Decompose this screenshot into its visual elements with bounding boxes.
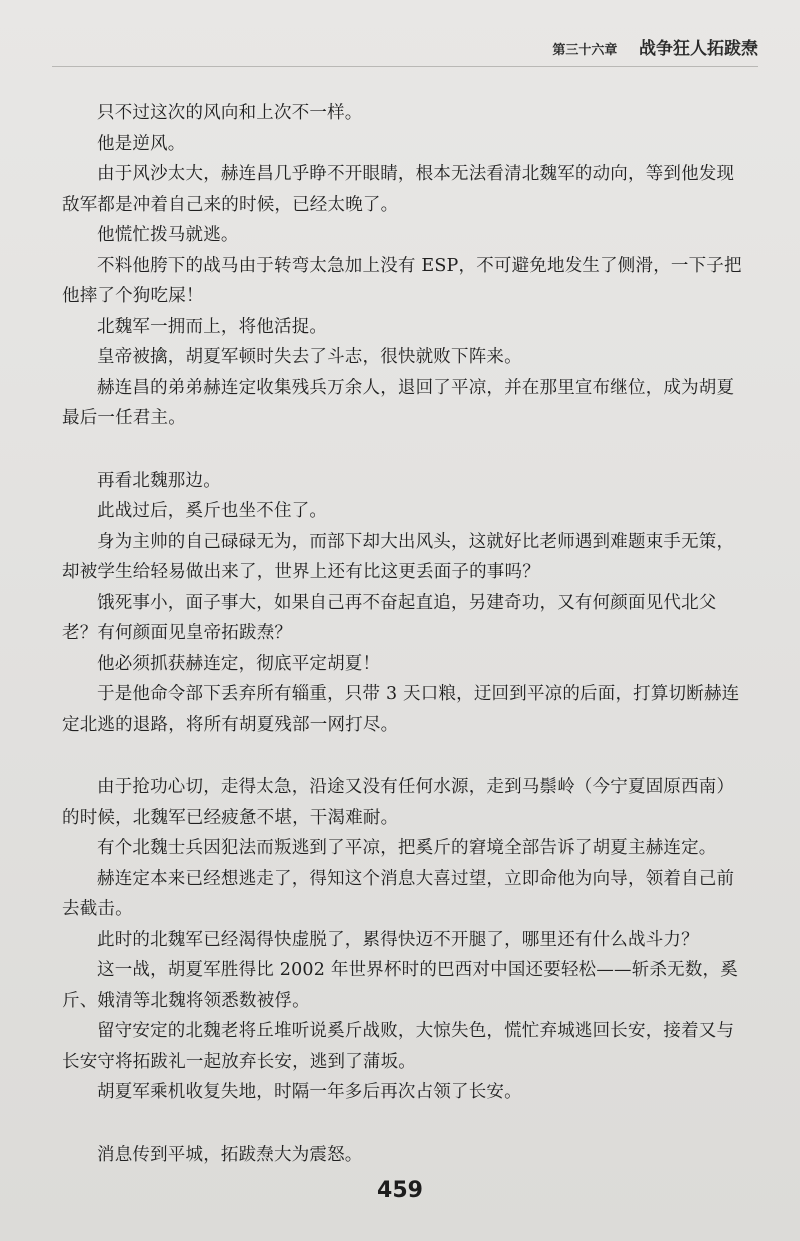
paragraph: 他慌忙拨马就逃。 — [97, 225, 239, 245]
paragraph: 胡夏军乘机收复失地，时隔一年多后再次占领了长安。 — [97, 1082, 522, 1102]
header-divider — [52, 66, 758, 67]
paragraph: 再看北魏那边。 — [97, 470, 221, 491]
paragraph: 消息传到平城，拓跋焘大为震怒。 — [97, 1144, 363, 1165]
paragraph: 赫连昌的弟弟赫连定收集残兵万余人，退回了平凉，并在那里宣布继位，成为胡夏最后一任君主。 — [62, 377, 735, 428]
chapter-title: 战争狂人拓跋焘 — [639, 39, 758, 59]
paragraph: 有个北魏士兵因犯法而叛逃到了平凉，把奚斤的窘境全部告诉了胡夏主赫连定。 — [97, 838, 717, 858]
paragraph: 不料他胯下的战马由于转弯太急加上没有 ESP，不可避免地发生了侧滑，一下子把他摔了个狗吃屎！ — [62, 255, 742, 306]
paragraph: 北魏军一拥而上，将他活捉。 — [97, 316, 328, 337]
paragraph: 只不过这次的风向和上次不一样。 — [97, 103, 363, 123]
paragraph: 此时的北魏军已经渴得快虚脱了，累得快迈不开腿了，哪里还有什么战斗力？ — [97, 929, 699, 950]
paragraph: 由于风沙太大，赫连昌几乎睁不开眼睛，根本无法看清北魏军的动向，等到他发现敌军都是冲着自己来的时候，已经太晚了。 — [62, 164, 735, 215]
paragraph: 身为主帅的自己碌碌无为，而部下却大出风头，这就好比老师遇到难题束手无策，却被学生给轻易做出来了，世界上还有比这更丢面子的事吗？ — [62, 531, 735, 582]
paragraph: 于是他命令部下丢弃所有辎重，只带 3 天口粮，迂回到平凉的后面，打算切断赫连定北逃的退路，将所有胡夏残部一网打尽。 — [62, 684, 740, 735]
paragraph: 留守安定的北魏老将丘堆听说奚斤战败，大惊失色，慌忙弃城逃回长安，接着又与长安守将拓跋礼一起放弃长安，逃到了蒲坂。 — [62, 1021, 735, 1072]
paragraph: 饿死事小，面子事大，如果自己再不奋起直追，另建奇功，又有何颜面见代北父老？有何颜面见皇帝拓跋焘？ — [62, 592, 717, 643]
chapter-label: 第三十六章 — [552, 43, 618, 58]
paragraph: 他必须抓获赫连定，彻底平定胡夏！ — [97, 653, 381, 674]
paragraph: 他是逆风。 — [97, 133, 186, 154]
paragraph: 赫连定本来已经想逃走了，得知这个消息大喜过望，立即命他为向导，领着自己前去截击。 — [62, 868, 735, 919]
paragraph: 这一战，胡夏军胜得比 2002 年世界杯时的巴西对中国还要轻松——斩杀无数，奚斤、娥清等北魏将领悉数被俘。 — [62, 960, 738, 1011]
paragraph: 皇帝被擒，胡夏军顿时失去了斗志，很快就败下阵来。 — [97, 347, 522, 367]
body-text — [62, 98, 750, 1170]
page-number: 459 — [377, 1178, 423, 1203]
running-header — [552, 34, 758, 59]
paragraph: 此战过后，奚斤也坐不住了。 — [97, 501, 328, 521]
paragraph: 由于抢功心切，走得太急，沿途又没有任何水源，走到马鬃岭（今宁夏固原西南）的时候，北魏军已经疲惫不堪，干渴难耐。 — [62, 777, 735, 828]
